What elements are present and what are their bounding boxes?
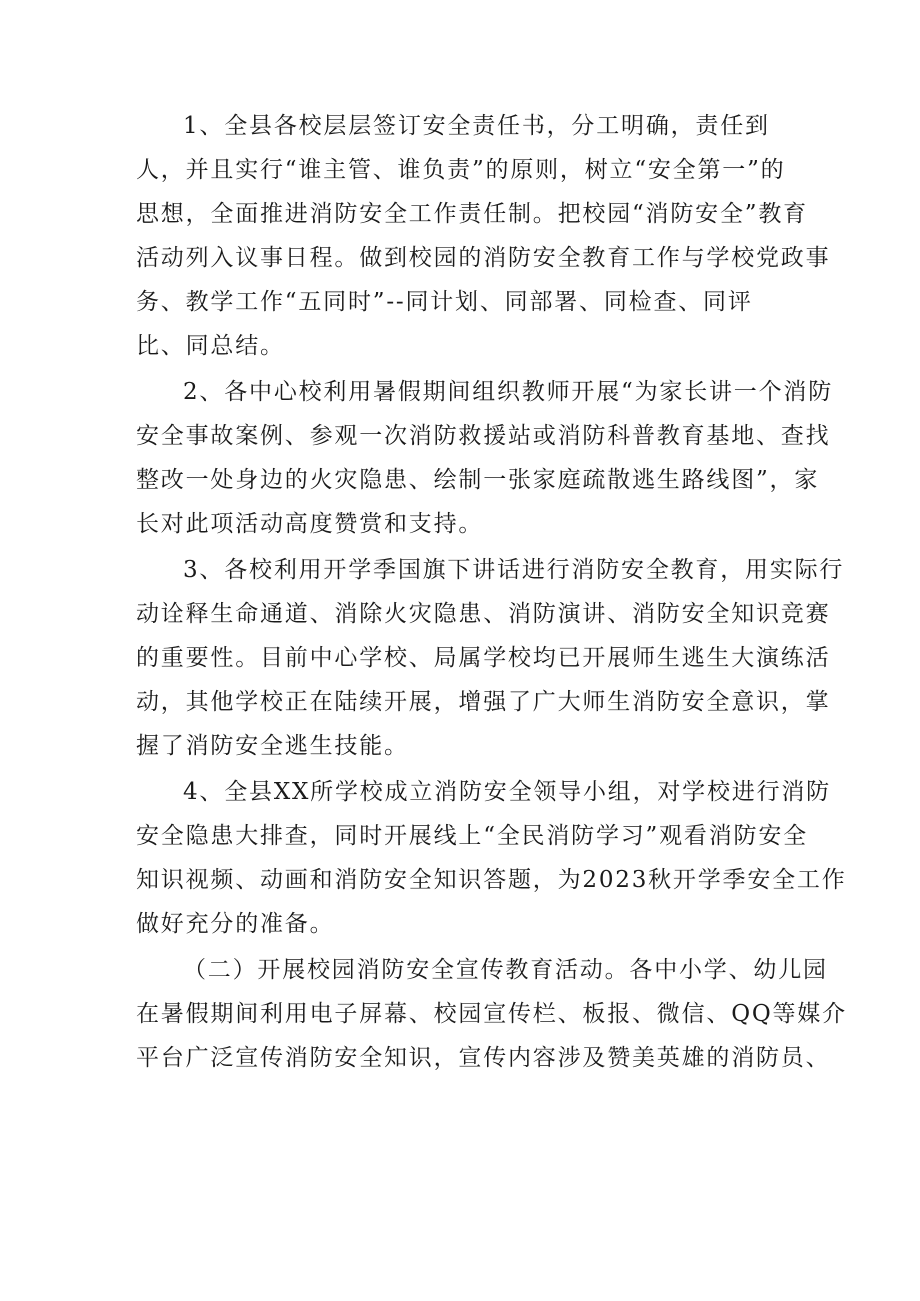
text-line: 动诠释生命通道、消除火灾隐患、消防演讲、消防安全知识竞赛 bbox=[136, 601, 831, 627]
text-line: 平台广泛宣传消防安全知识，宣传内容涉及赞美英雄的消防员、 bbox=[136, 1045, 831, 1071]
text-line: 动，其他学校正在陆续开展，增强了广大师生消防安全意识，掌 bbox=[136, 689, 831, 715]
text-line: 务、教学工作“五同时”--同计划、同部署、同检查、同评 bbox=[136, 289, 753, 315]
text-line: 3、各校利用开学季国旗下讲话进行消防安全教育，用实际行 bbox=[183, 557, 845, 583]
text-line: 握了消防安全逃生技能。 bbox=[136, 733, 409, 759]
text-line: 长对此项活动高度赞赏和支持。 bbox=[136, 511, 484, 537]
text-line: 1、全县各校层层签订安全责任书，分工明确，责任到 bbox=[183, 113, 770, 139]
text-line: 整改一处身边的火灾隐患、绘制一张家庭疏散逃生路线图”，家 bbox=[136, 467, 820, 493]
text-line: 在暑假期间利用电子屏幕、校园宣传栏、板报、微信、QQ等媒介 bbox=[136, 1001, 847, 1027]
text-line: 2、各中心校利用暑假期间组织教师开展“为家长讲一个消防 bbox=[183, 379, 833, 405]
text-line: 比、同总结。 bbox=[136, 333, 285, 359]
text-line: 做好充分的准备。 bbox=[136, 911, 335, 937]
text-line: 知识视频、动画和消防安全知识答题，为2023秋开学季安全工作 bbox=[136, 867, 847, 893]
text-line: 活动列入议事日程。做到校园的消防安全教育工作与学校党政事 bbox=[136, 245, 831, 271]
text-line: 4、全县XX所学校成立消防安全领导小组，对学校进行消防 bbox=[183, 779, 831, 805]
text-line: 思想，全面推进消防安全工作责任制。把校园“消防安全”教育 bbox=[136, 201, 808, 227]
text-line: 人，并且实行“谁主管、谁负责”的原则，树立“安全第一”的 bbox=[136, 157, 786, 183]
text-line: 的重要性。目前中心学校、局属学校均已开展师生逃生大演练活 bbox=[136, 645, 831, 671]
text-line: （二）开展校园消防安全宣传教育活动。各中小学、幼儿园 bbox=[183, 957, 828, 983]
text-line: 安全事故案例、参观一次消防救援站或消防科普教育基地、查找 bbox=[136, 423, 831, 449]
text-line: 安全隐患大排查，同时开展线上“全民消防学习”观看消防安全 bbox=[136, 823, 808, 849]
